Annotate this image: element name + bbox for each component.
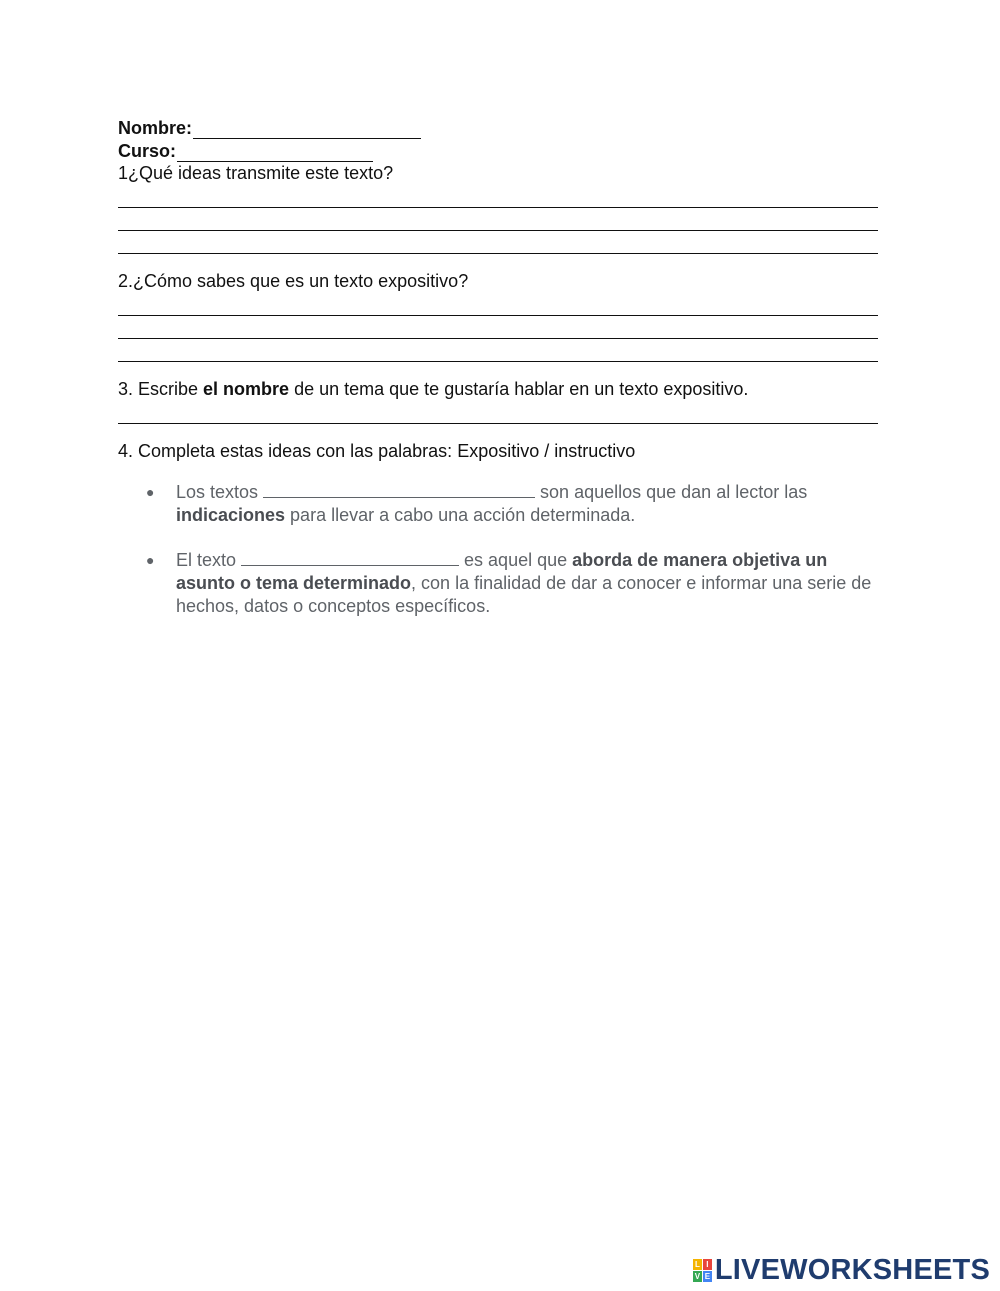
list-item	[146, 549, 880, 618]
nombre-field[interactable]	[193, 121, 421, 139]
curso-label: Curso:	[118, 141, 176, 161]
bullet-icon: ●	[146, 552, 155, 568]
bullet-1-text	[176, 481, 876, 527]
question-3-post: de un tema que te gustaría hablar en un texto expositivo.	[289, 379, 749, 399]
answer-3-line-1[interactable]	[118, 401, 878, 424]
liveworksheets-mark-icon	[693, 1259, 712, 1282]
nombre-label: Nombre:	[118, 118, 193, 138]
spacer	[118, 362, 880, 378]
bullet-2-blank[interactable]	[241, 549, 459, 566]
bullet-1-blank[interactable]	[263, 481, 535, 498]
nombre-row	[118, 116, 880, 139]
answer-2-line-1[interactable]	[118, 293, 878, 316]
bullet-1-post: para llevar a cabo una acción determinada.	[285, 505, 636, 525]
liveworksheets-logo	[693, 1254, 990, 1286]
bullet-2-pre: El texto	[176, 550, 242, 570]
logo-mark-letter: L	[693, 1259, 702, 1270]
bullet-2-mid: es aquel que	[459, 550, 573, 570]
logo-mark-letter: I	[703, 1259, 712, 1270]
bullet-icon: ●	[146, 484, 155, 500]
logo-text: LIVEWORKSHEETS	[714, 1253, 990, 1286]
bullet-1-pre: Los textos	[176, 482, 264, 502]
question-3-pre: 3. Escribe	[118, 379, 204, 399]
answer-1-line-2[interactable]	[118, 208, 878, 231]
spacer	[118, 424, 880, 440]
spacer	[118, 254, 880, 270]
question-3	[118, 378, 880, 401]
question-2: 2.¿Cómo sabes que es un texto expositivo?	[118, 271, 469, 291]
curso-field[interactable]	[177, 144, 373, 162]
answer-1-line-3[interactable]	[118, 231, 878, 254]
bullet-1-bold: indicaciones	[176, 505, 286, 525]
bullet-1-mid: son aquellos que dan al lector las	[535, 482, 808, 502]
worksheet-content	[118, 116, 880, 640]
logo-mark-letter: E	[704, 1271, 711, 1281]
curso-row	[118, 139, 880, 162]
bullet-2-bold: aborda de manera objetiva un asunto o tema determinado	[176, 550, 828, 593]
question-3-bold: el nombre	[203, 379, 290, 399]
bullet-2-text	[176, 549, 876, 618]
list-item	[146, 481, 880, 527]
question-4: 4. Completa estas ideas con las palabras: Expositivo / instructivo	[118, 441, 636, 461]
answer-2-line-3[interactable]	[118, 339, 878, 362]
question-1: 1¿Qué ideas transmite este texto?	[118, 163, 394, 183]
bullet-2-post: , con la finalidad de dar a conocer e informar una serie de hechos, datos o conceptos específicos.	[176, 573, 872, 616]
fill-in-list	[118, 481, 880, 618]
answer-1-line-1[interactable]	[118, 185, 878, 208]
answer-2-line-2[interactable]	[118, 316, 878, 339]
logo-mark-letter: V	[694, 1271, 701, 1281]
